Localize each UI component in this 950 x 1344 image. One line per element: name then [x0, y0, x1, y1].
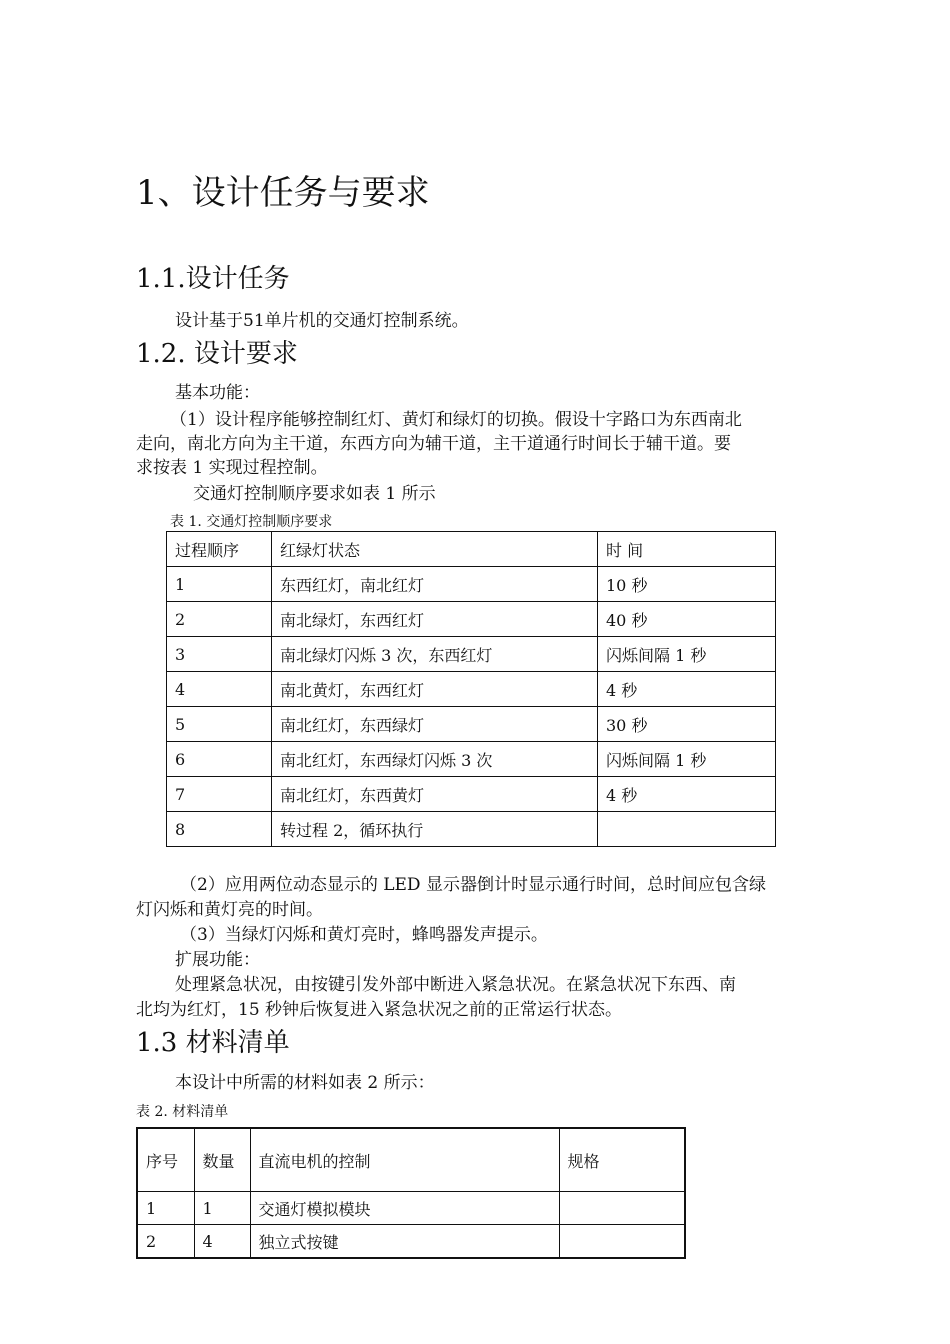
section-1-2-title: 1.2. 设计要求 [136, 339, 298, 369]
table-row [167, 567, 776, 602]
materials-table [136, 1127, 686, 1259]
table-cell: 2 [167, 602, 272, 637]
table-cell: 4 [167, 672, 272, 707]
table-header-row [137, 1128, 685, 1192]
traffic-light-sequence-table [166, 531, 776, 847]
table-cell: 4 秒 [598, 672, 776, 707]
table-row [167, 707, 776, 742]
table-cell: 1 [137, 1192, 194, 1225]
table-cell: 40 秒 [598, 602, 776, 637]
table-cell: 闪烁间隔 1 秒 [598, 742, 776, 777]
table-2-caption: 表 2. 材料清单 [136, 1104, 229, 1120]
page-title: 1、设计任务与要求 [136, 173, 430, 213]
extended-function-line-2: 北均为红灯，15 秒钟后恢复进入紧急状况之前的正常运行状态。 [136, 1000, 623, 1020]
table-cell: 南北绿灯，东西红灯 [272, 602, 598, 637]
requirement-1-line-3: 求按表 1 实现过程控制。 [136, 458, 328, 478]
section-1-3-text: 本设计中所需的材料如表 2 所示： [175, 1073, 435, 1093]
extended-function-label: 扩展功能： [175, 950, 260, 970]
table-cell: 5 [167, 707, 272, 742]
table-cell [559, 1225, 685, 1259]
section-1-1-title: 1.1.设计任务 [136, 264, 290, 294]
table-header-cell: 数量 [194, 1128, 250, 1192]
table-cell [598, 812, 776, 847]
requirement-2-line-2: 灯闪烁和黄灯亮的时间。 [136, 900, 323, 920]
table-header-row [167, 532, 776, 567]
requirement-2-line-1: （2）应用两位动态显示的 LED 显示器倒计时显示通行时间，总时间应包含绿 [180, 875, 766, 895]
requirement-1-line-2: 走向，南北方向为主干道，东西方向为辅干道，主干道通行时间长于辅干道。要 [136, 434, 731, 454]
table-row [167, 672, 776, 707]
table-cell: 1 [194, 1192, 250, 1225]
table-header-cell: 红绿灯状态 [272, 532, 598, 567]
table-header-cell: 直流电机的控制 [250, 1128, 559, 1192]
table-row [167, 777, 776, 812]
table-cell: 6 [167, 742, 272, 777]
table-cell: 南北绿灯闪烁 3 次，东西红灯 [272, 637, 598, 672]
table-header-cell: 过程顺序 [167, 532, 272, 567]
requirement-3: （3）当绿灯闪烁和黄灯亮时，蜂鸣器发声提示。 [180, 925, 548, 945]
table-cell: 南北红灯，东西绿灯 [272, 707, 598, 742]
table-cell: 10 秒 [598, 567, 776, 602]
basic-function-label: 基本功能： [175, 383, 260, 403]
requirement-1-line-1: （1）设计程序能够控制红灯、黄灯和绿灯的切换。假设十字路口为东西南北 [170, 410, 742, 430]
table-cell: 30 秒 [598, 707, 776, 742]
table-row [137, 1192, 685, 1225]
table-header-cell: 规格 [559, 1128, 685, 1192]
table-cell: 4 秒 [598, 777, 776, 812]
table-row [167, 742, 776, 777]
table-cell: 1 [167, 567, 272, 602]
table-cell: 4 [194, 1225, 250, 1259]
table-cell: 东西红灯，南北红灯 [272, 567, 598, 602]
table-cell: 转过程 2，循环执行 [272, 812, 598, 847]
table-row [167, 812, 776, 847]
table-1-caption: 表 1. 交通灯控制顺序要求 [170, 514, 333, 530]
table-cell: 独立式按键 [250, 1225, 559, 1259]
table-1-intro: 交通灯控制顺序要求如表 1 所示 [193, 484, 436, 504]
table-cell: 3 [167, 637, 272, 672]
table-header-cell: 序号 [137, 1128, 194, 1192]
table-cell: 2 [137, 1225, 194, 1259]
table-cell: 闪烁间隔 1 秒 [598, 637, 776, 672]
table-cell: 8 [167, 812, 272, 847]
table-cell: 南北红灯，东西黄灯 [272, 777, 598, 812]
table-cell [559, 1192, 685, 1225]
table-cell: 南北红灯，东西绿灯闪烁 3 次 [272, 742, 598, 777]
section-1-3-title: 1.3 材料清单 [136, 1028, 290, 1058]
extended-function-line-1: 处理紧急状况，由按键引发外部中断进入紧急状况。在紧急状况下东西、南 [175, 975, 736, 995]
table-row [167, 637, 776, 672]
table-row [167, 602, 776, 637]
table-cell: 交通灯模拟模块 [250, 1192, 559, 1225]
section-1-1-text: 设计基于51单片机的交通灯控制系统。 [175, 311, 469, 331]
table-header-cell: 时 间 [598, 532, 776, 567]
table-cell: 7 [167, 777, 272, 812]
table-cell: 南北黄灯，东西红灯 [272, 672, 598, 707]
table-row [137, 1225, 685, 1259]
